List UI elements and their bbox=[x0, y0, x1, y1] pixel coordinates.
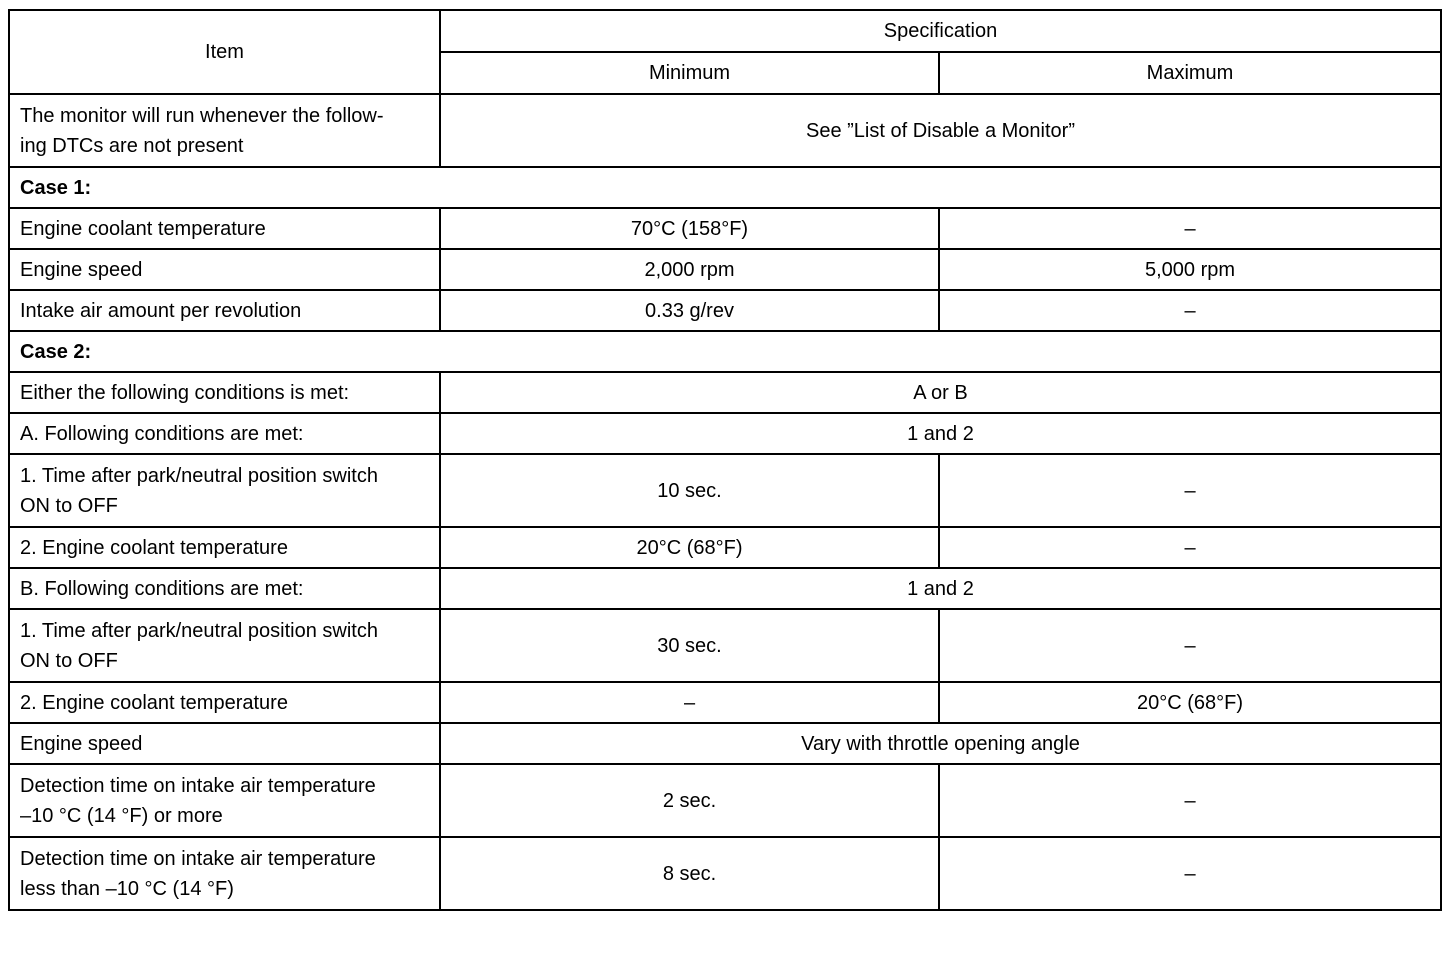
maximum-cell: – bbox=[939, 208, 1441, 249]
maximum-header: Maximum bbox=[939, 52, 1441, 94]
item-cell: A. Following conditions are met: bbox=[9, 413, 440, 454]
table-row bbox=[9, 208, 1441, 249]
maximum-cell: – bbox=[939, 290, 1441, 331]
table-row bbox=[9, 249, 1441, 290]
header-row bbox=[9, 10, 1441, 52]
item-cell: Engine coolant temperature bbox=[9, 208, 440, 249]
table-row bbox=[9, 372, 1441, 413]
spec-cell: 1 and 2 bbox=[440, 413, 1441, 454]
specification-header: Specification bbox=[440, 10, 1441, 52]
item-cell: Engine speed bbox=[9, 723, 440, 764]
table-row bbox=[9, 290, 1441, 331]
item-cell: Either the following conditions is met: bbox=[9, 372, 440, 413]
item-cell: Detection time on intake air temperature less than –10 °C (14 °F) bbox=[9, 837, 440, 910]
specification-table bbox=[8, 9, 1442, 911]
minimum-header: Minimum bbox=[440, 52, 939, 94]
spec-cell: 1 and 2 bbox=[440, 568, 1441, 609]
item-cell: 2. Engine coolant temperature bbox=[9, 527, 440, 568]
item-cell: 2. Engine coolant temperature bbox=[9, 682, 440, 723]
table-row bbox=[9, 527, 1441, 568]
item-cell: Engine speed bbox=[9, 249, 440, 290]
maximum-cell: – bbox=[939, 609, 1441, 682]
minimum-cell: 2,000 rpm bbox=[440, 249, 939, 290]
spec-cell: Vary with throttle opening angle bbox=[440, 723, 1441, 764]
minimum-cell: 2 sec. bbox=[440, 764, 939, 837]
table-row bbox=[9, 568, 1441, 609]
minimum-cell: – bbox=[440, 682, 939, 723]
table-row bbox=[9, 94, 1441, 167]
item-cell: Detection time on intake air temperature –10 °C (14 °F) or more bbox=[9, 764, 440, 837]
table-row bbox=[9, 764, 1441, 837]
minimum-cell: 30 sec. bbox=[440, 609, 939, 682]
item-cell: The monitor will run whenever the follow- ing DTCs are not present bbox=[9, 94, 440, 167]
maximum-cell: 20°C (68°F) bbox=[939, 682, 1441, 723]
table-row bbox=[9, 682, 1441, 723]
item-header: Item bbox=[9, 10, 440, 94]
table-row bbox=[9, 723, 1441, 764]
item-cell: 1. Time after park/neutral position switch ON to OFF bbox=[9, 609, 440, 682]
item-cell: Intake air amount per revolution bbox=[9, 290, 440, 331]
maximum-cell: – bbox=[939, 764, 1441, 837]
section-label: Case 1: bbox=[9, 167, 1441, 208]
maximum-cell: – bbox=[939, 837, 1441, 910]
minimum-cell: 0.33 g/rev bbox=[440, 290, 939, 331]
spec-cell: See ”List of Disable a Monitor” bbox=[440, 94, 1441, 167]
table-row bbox=[9, 609, 1441, 682]
item-cell: 1. Time after park/neutral position switch ON to OFF bbox=[9, 454, 440, 527]
minimum-cell: 70°C (158°F) bbox=[440, 208, 939, 249]
minimum-cell: 10 sec. bbox=[440, 454, 939, 527]
section-row bbox=[9, 167, 1441, 208]
minimum-cell: 8 sec. bbox=[440, 837, 939, 910]
maximum-cell: – bbox=[939, 527, 1441, 568]
section-row bbox=[9, 331, 1441, 372]
maximum-cell: – bbox=[939, 454, 1441, 527]
item-cell: B. Following conditions are met: bbox=[9, 568, 440, 609]
maximum-cell: 5,000 rpm bbox=[939, 249, 1441, 290]
table-row bbox=[9, 837, 1441, 910]
spec-cell: A or B bbox=[440, 372, 1441, 413]
table-row bbox=[9, 454, 1441, 527]
table-row bbox=[9, 413, 1441, 454]
section-label: Case 2: bbox=[9, 331, 1441, 372]
minimum-cell: 20°C (68°F) bbox=[440, 527, 939, 568]
